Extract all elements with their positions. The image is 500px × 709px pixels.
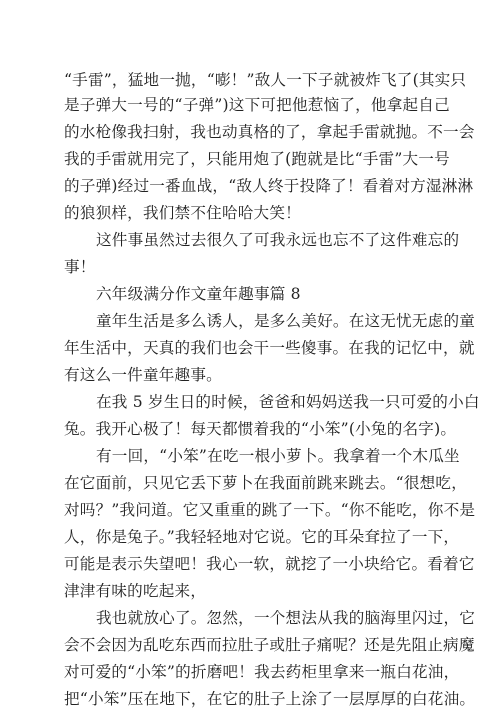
text-line-24: 把“小笨”压在地下，在它的肚子上涂了一层厚厚的白花油。 (64, 690, 476, 708)
text-line-5: 的子弹)经过一番血战，“敌人终于投降了！看着对方湿淋淋 (64, 177, 474, 195)
text-line-20: 津津有味的吃起来， (64, 582, 207, 600)
text-line-6: 的狼狈样，我们禁不住哈哈大笑！ (64, 204, 301, 222)
text-line-11: 年生活中，天真的我们也会干一些傻事。在我的记忆中，就 (64, 339, 475, 357)
section-heading: 六年级满分作文童年趣事篇 8 (96, 285, 301, 303)
text-line-15: 有一回，“小笨”在吃一根小萝卜。我拿着一个木瓜坐 (96, 447, 460, 465)
text-line-16: 在它面前，只见它丢下萝卜在我面前跳来跳去。“很想吃， (64, 474, 468, 492)
text-line-17: 对吗？”我问道。它又重重的跳了一下。“你不能吃，你不是 (64, 501, 476, 519)
text-line-4: 我的手雷就用完了，只能用炮了(跑就是比“手雷”大一号 (64, 150, 450, 168)
text-line-21: 我也就放心了。忽然，一个想法从我的脑海里闪过，它 (96, 609, 476, 627)
text-line-3: 的水枪像我扫射，我也动真格的了，拿起手雷就抛。不一会 (64, 123, 475, 141)
text-line-22: 会不会因为乱吃东西而拉肚子或肚子痛呢？还是先阻止病魔 (64, 636, 475, 654)
text-line-8: 事！ (64, 258, 96, 276)
text-line-23: 对可爱的“小笨”的折磨吧！我去药柜里拿来一瓶白花油， (64, 663, 460, 681)
text-line-1: “手雷”，猛地一抛，“嘭！”敌人一下子就被炸飞了(其实只 (64, 71, 467, 89)
text-line-14: 兔。我开心极了！每天都惯着我的“小笨”(小兔的名字)。 (64, 420, 457, 438)
text-line-7: 这件事虽然过去很久了可我永远也忘不了这件难忘的 (96, 231, 460, 249)
text-line-18: 人，你是兔子。”我轻轻地对它说。它的耳朵耷拉了一下， (64, 528, 460, 546)
text-line-12: 有这么一件童年趣事。 (64, 366, 222, 384)
text-line-13: 在我 5 岁生日的时候，爸爸和妈妈送我一只可爱的小白 (96, 393, 480, 411)
text-line-2: 是子弹大一号的“子弹”)这下可把他惹恼了，他拿起自己 (64, 96, 450, 114)
text-line-19: 可能是表示失望吧！我心一软，就挖了一小块给它。看着它 (64, 555, 475, 573)
text-line-10: 童年生活是多么诱人，是多么美好。在这无忧无虑的童 (96, 312, 476, 330)
